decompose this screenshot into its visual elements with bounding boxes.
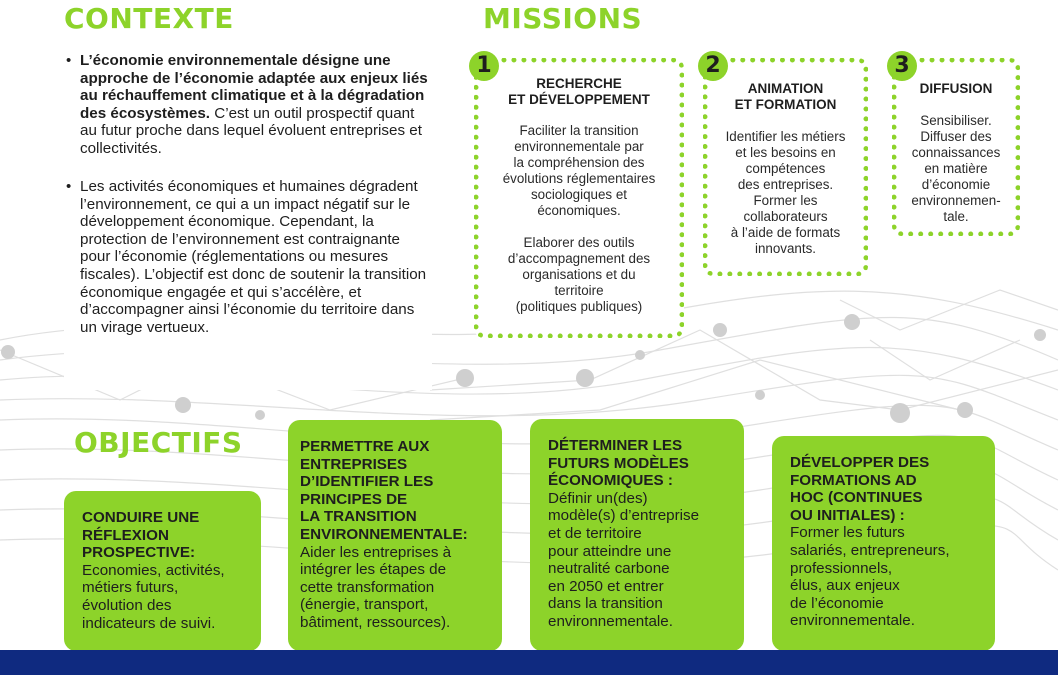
contexte-bullet-2: • Les activités économiques et humaines dégradent l’environnement, ce qui a un impact négatif sur le développement économique. Cependant, la protection de l’environnement est contraignante pour l’économie (réglementations ou mesures fiscales). L’objectif est donc de soutenir la transition économique engagée et qui s’accélère, et d’accompagner ainsi l’économie du territoire dans un virage vertueux. [80, 178, 430, 336]
objectif-title: PERMETTRE AUX ENTREPRISES D’IDENTIFIER LES PRINCIPES DE LA TRANSITION ENVIRONNEMENTALE: [300, 438, 468, 543]
objectif-title: CONDUIRE UNE RÉFLEXION PROSPECTIVE: [82, 509, 200, 562]
mission-number-badge: 2 [698, 51, 728, 81]
mission-card-animation [703, 53, 868, 276]
objectif-card-formations [772, 436, 995, 651]
mission-description: Sensibiliser. Diffuser des connaissances en matière d’économie environnemen- tale. [911, 113, 1001, 224]
footer-bar [0, 650, 1058, 675]
contexte-heading: CONTEXTE [64, 2, 234, 35]
objectif-title: DÉTERMINER LES FUTURS MODÈLES ÉCONOMIQUES : [548, 437, 689, 490]
objectif-title: DÉVELOPPER DES FORMATIONS AD HOC (CONTINUES OU INITIALES) : [790, 454, 930, 524]
missions-heading: MISSIONS [483, 2, 643, 35]
mission-description-2: Elaborer des outils d’accompagnement des organisations et du territoire (politiques publiques) [507, 235, 651, 314]
objectif-description: Former les futurs salariés, entrepreneurs, professionnels, élus, aux enjeux de l’économie environnementale. [790, 524, 950, 630]
mission-description: Faciliter la transition environnementale par la compréhension des évolutions réglementaires sociologiques et économiques. [502, 123, 656, 218]
contexte-panel [64, 50, 432, 390]
contexte-bullet-1-text: C’est un outil prospectif quant au futur proche dans lequel évoluent entreprises et collectivités. [80, 104, 422, 157]
objectif-description: Définir un(des) modèle(s) d’entreprise et de territoire pour atteindre une neutralité carbone en 2050 et entrer dans la transition environnementale. [548, 489, 700, 630]
contexte-bullet-1-bold: L’économie environnementale désigne une approche de l’économie adaptée aux enjeux liés au réchauffement climatique et à la dégradation des écosystèmes. [80, 52, 428, 122]
contexte-bullet-1 [80, 52, 430, 158]
mission-number-badge: 3 [887, 51, 917, 81]
objectif-description: Aider les entreprises à intégrer les étapes de cette transformation (énergie, transport, bâtiment, ressources). [300, 543, 452, 631]
mission-description: Identifier les métiers et les besoins en compétences des entreprises. Former les collaborateurs à l’aide de formats innovants. [725, 129, 846, 256]
objectif-card-modeles [530, 419, 744, 651]
mission-title: ANIMATION ET FORMATION [734, 81, 837, 112]
mission-card-recherche [474, 53, 684, 338]
objectif-card-reflexion [64, 491, 261, 651]
mission-title: DIFFUSION [919, 81, 993, 96]
mission-title: RECHERCHE ET DÉVELOPPEMENT [508, 76, 650, 107]
objectifs-heading: OBJECTIFS [74, 426, 243, 459]
objectif-card-transition [288, 420, 502, 651]
objectif-description: Economies, activités, métiers futurs, évolution des indicateurs de suivi. [82, 561, 225, 632]
mission-card-diffusion [892, 53, 1020, 236]
mission-number-badge: 1 [469, 51, 499, 81]
